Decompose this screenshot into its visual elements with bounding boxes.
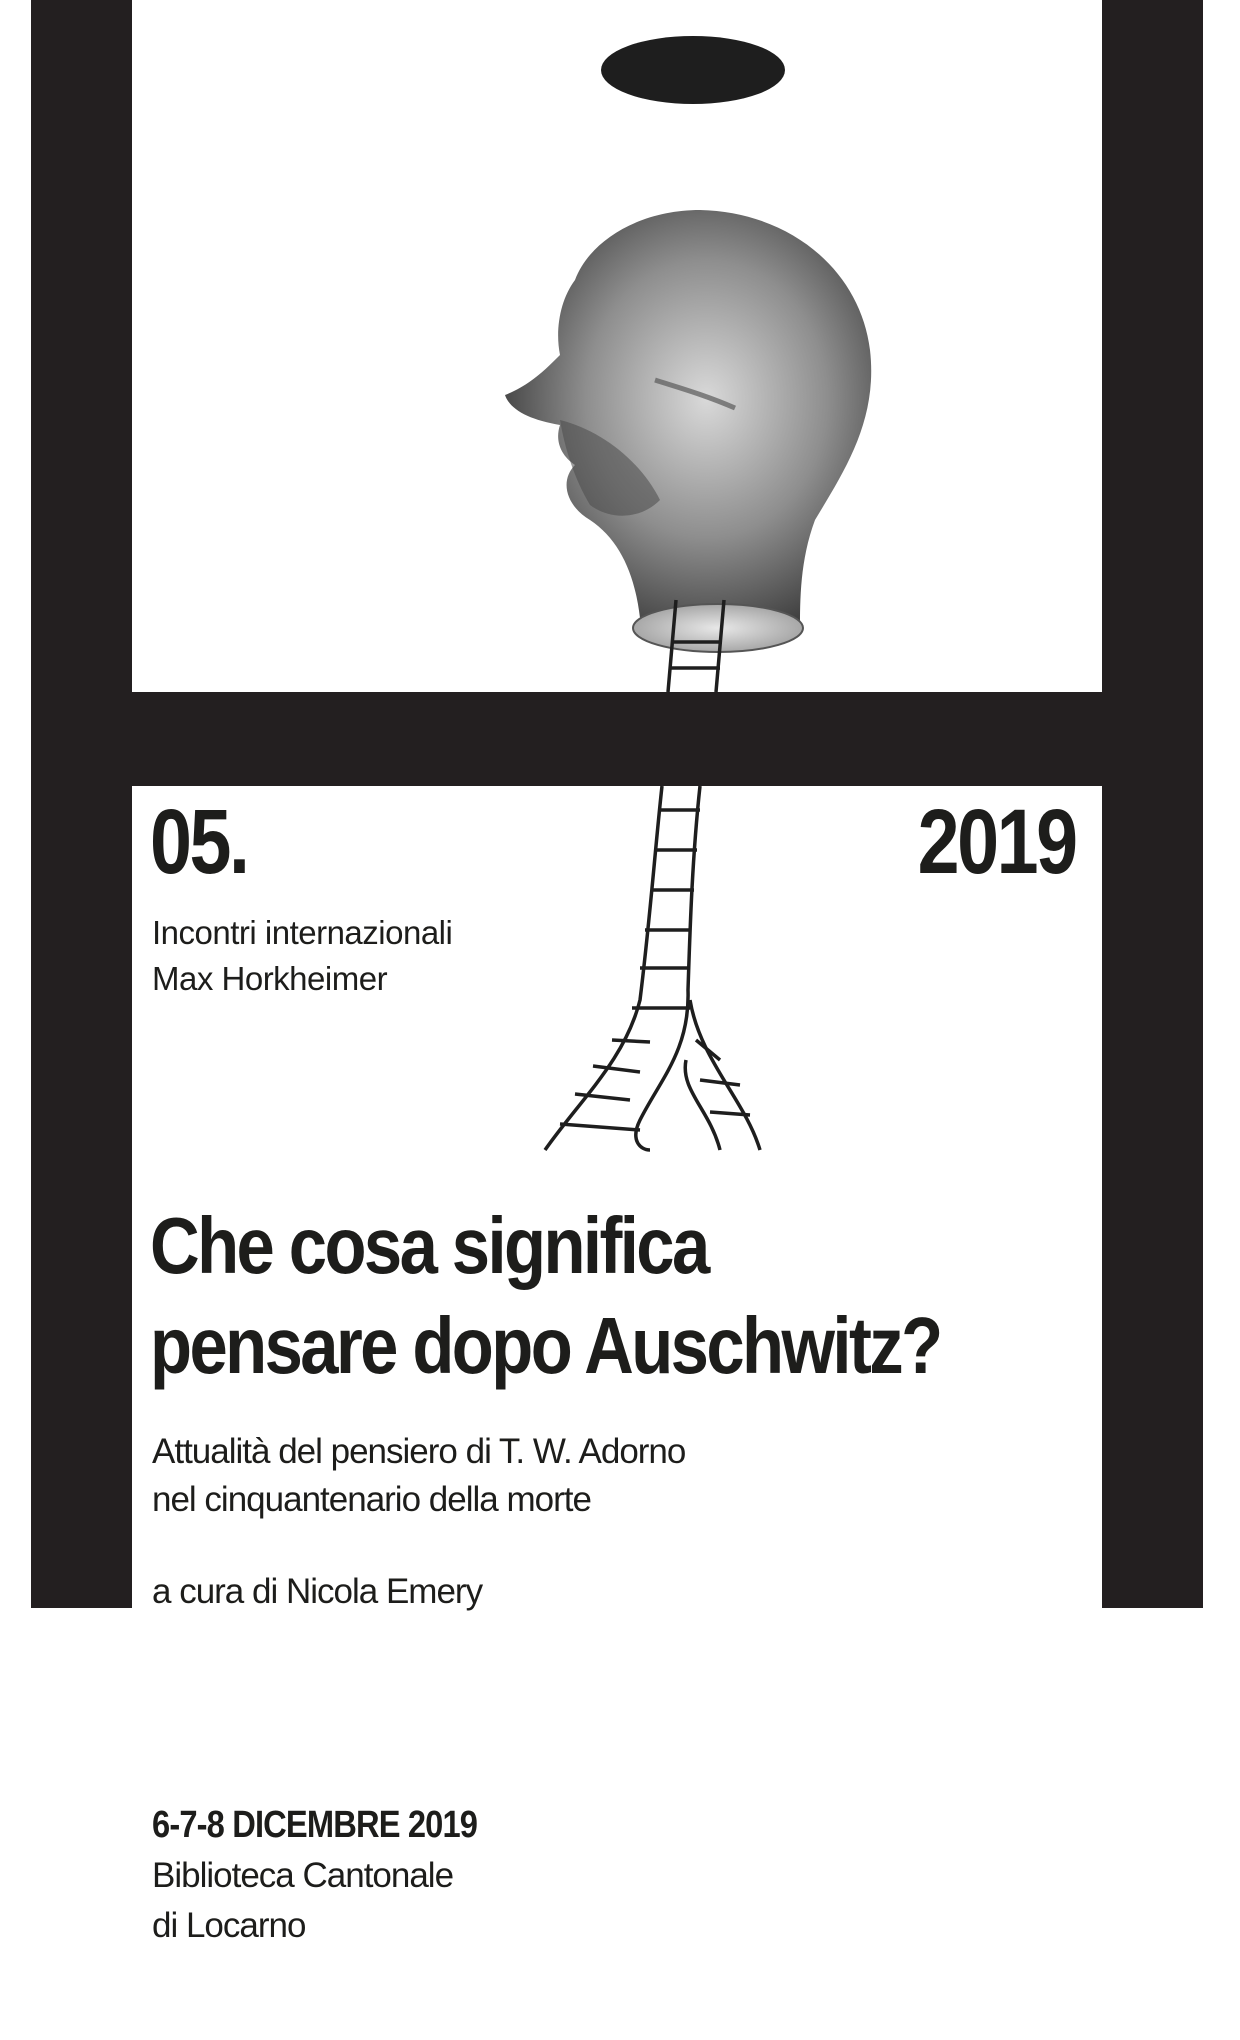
venue-line-1: Biblioteca Cantonale bbox=[152, 1856, 454, 1895]
subtitle-line-2: nel cinquantenario della morte bbox=[152, 1480, 591, 1519]
series-name-line-2: Max Horkheimer bbox=[152, 960, 388, 997]
subtitle-line-1: Attualità del pensiero di T. W. Adorno bbox=[152, 1432, 686, 1471]
issue-number: 05. bbox=[150, 791, 248, 893]
title-line-2: pensare dopo Auschwitz? bbox=[150, 1301, 941, 1390]
event-date: 6-7-8 DICEMBRE 2019 bbox=[152, 1804, 478, 1846]
curator-credit: a cura di Nicola Emery bbox=[152, 1572, 483, 1611]
venue-line-2: di Locarno bbox=[152, 1906, 306, 1945]
issue-year: 2019 bbox=[918, 791, 1076, 893]
title-line-1: Che cosa significa bbox=[150, 1201, 708, 1290]
neck-opening bbox=[633, 604, 803, 652]
ladder bbox=[545, 600, 760, 1150]
head-shape bbox=[505, 210, 871, 630]
halo-shape bbox=[601, 36, 785, 104]
series-name-line-1: Incontri internazionali bbox=[152, 914, 453, 951]
